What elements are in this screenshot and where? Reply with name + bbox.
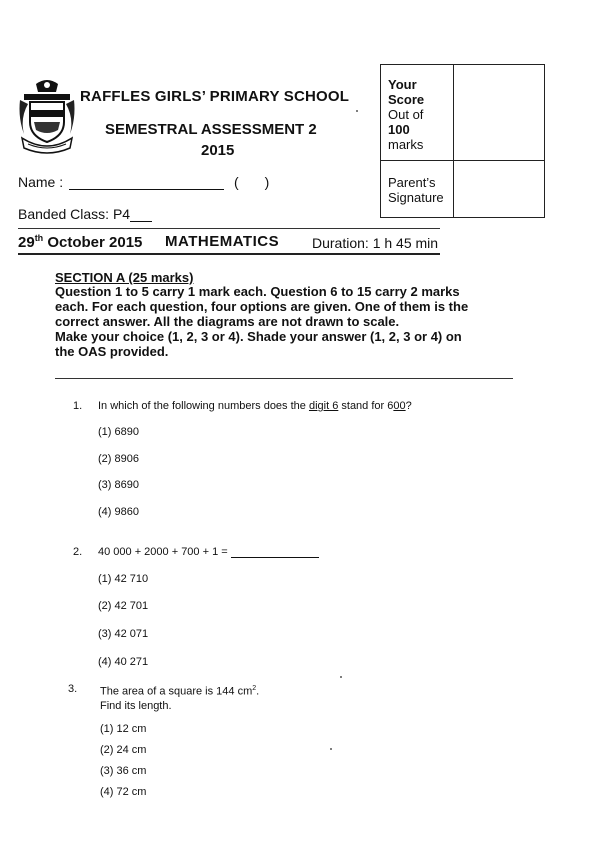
section-title: SECTION A (25 marks)	[55, 270, 194, 285]
school-crest-logo	[18, 78, 76, 154]
scan-speck	[330, 748, 332, 750]
score-label: Your Score Out of 100 marks	[388, 77, 425, 152]
exam-duration: Duration: 1 h 45 min	[312, 235, 439, 251]
divider	[55, 378, 513, 379]
option: (3) 8690	[98, 479, 139, 491]
question-text: The area of a square is 144 $cm^2$. Find its length.	[100, 685, 260, 712]
option: (2) 8906	[98, 453, 139, 465]
divider	[18, 228, 440, 229]
option: (2) 42 701	[98, 600, 149, 612]
option: (4) 9860	[98, 506, 139, 518]
school-name: RAFFLES GIRLS’ PRIMARY SCHOOL	[80, 88, 350, 105]
question-text: In which of the following numbers does the digit 6 stand for 600?	[98, 400, 412, 412]
class-index-field: ()	[234, 174, 296, 190]
option: (4) 40 271	[98, 656, 149, 668]
divider	[18, 253, 440, 255]
question-number: 2.	[73, 546, 83, 558]
exam-date: 29th October 2015	[18, 233, 143, 251]
exam-subject: MATHEMATICS	[165, 233, 280, 250]
name-field: Name :	[18, 174, 224, 190]
option: (1) 12 cm	[100, 723, 147, 735]
banded-class-field: Banded Class: P4	[18, 206, 152, 222]
question-number: 1.	[73, 400, 83, 412]
scan-speck	[356, 110, 358, 112]
option: (1) 6890	[98, 426, 139, 438]
option: (2) 24 cm	[100, 744, 147, 756]
question-number: 3.	[68, 683, 78, 695]
scan-speck	[340, 676, 342, 678]
option: (4) 72 cm	[100, 786, 147, 798]
score-box	[380, 64, 545, 218]
parent-signature-label: Parent’s Signature	[388, 175, 444, 205]
option: (1) 42 710	[98, 573, 149, 585]
question-text: 40 000 + 2000 + 700 + 1 =	[98, 546, 319, 558]
assessment-title: SEMESTRAL ASSESSMENT 2	[105, 121, 317, 138]
option: (3) 42 071	[98, 628, 149, 640]
section-instructions: Question 1 to 5 carry 1 mark each. Question 6 to 15 carry 2 marks each. For each question, four options are given. One of them is the correct answer. All the diagrams are not drawn to scale. Make your choice (1, 2, 3 or 4). Shade your answer (1, 2, 3 or 4) on the OAS provided.	[55, 284, 469, 359]
assessment-year: 2015	[201, 142, 235, 159]
option: (3) 36 cm	[100, 765, 147, 777]
